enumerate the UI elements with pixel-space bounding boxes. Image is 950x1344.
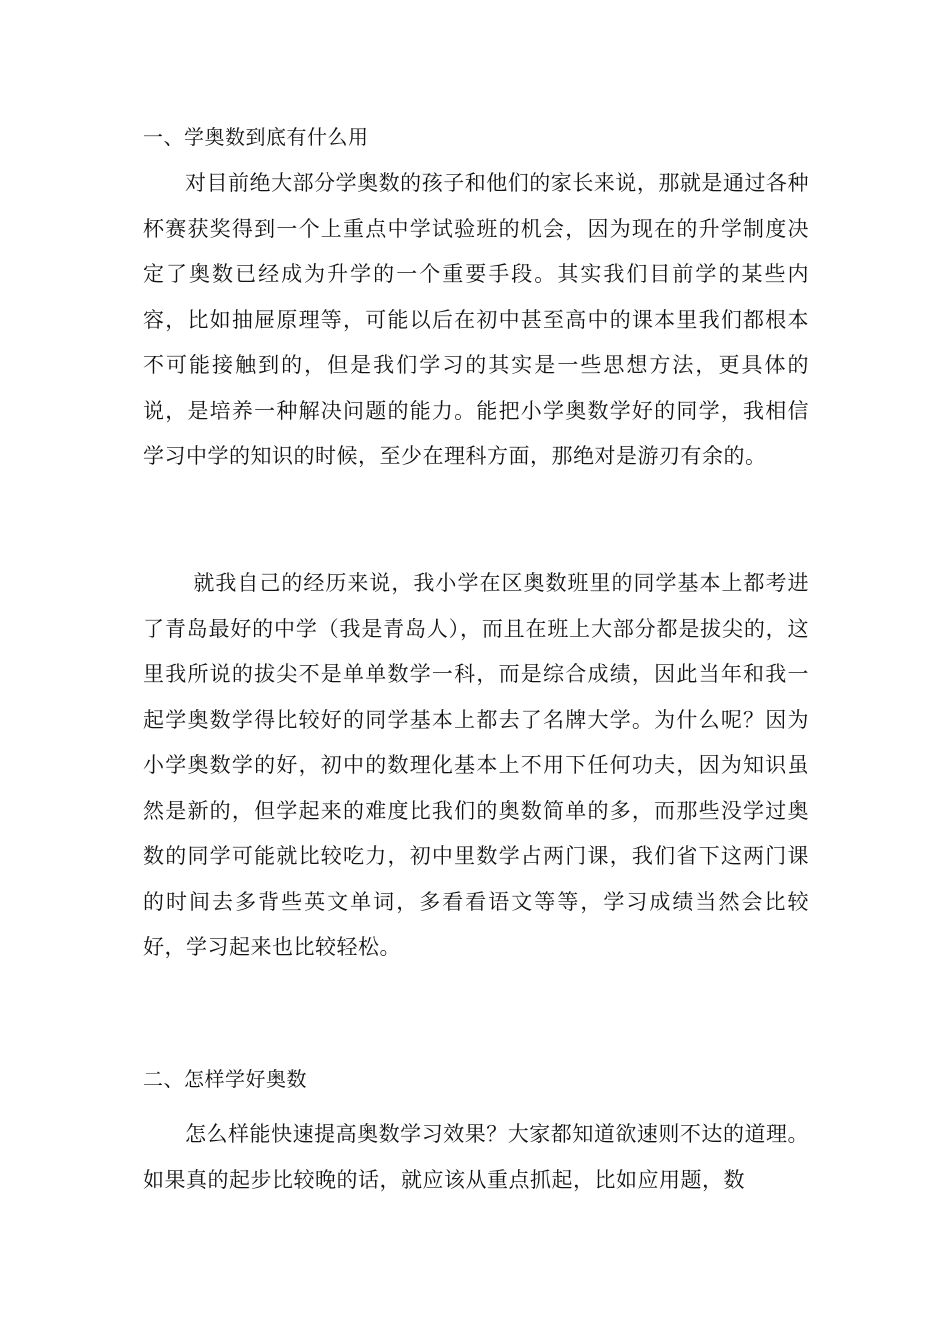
section-1-paragraph-2: 就我自己的经历来说，我小学在区奥数班里的同学基本上都考进了青岛最好的中学（我是青岛人），而且在班上大部分都是拔尖的，这里我所说的拔尖不是单单数学一科，而是综合成绩，因此当年和我一起学奥数学得比较好的同学基本上都去了名牌大学。为什么呢？因为小学奥数学的好，初中的数理化基本上不用下任何功夫，因为知识虽然是新的，但学起来的难度比我们的奥数简单的多，而那些没学过奥数的同学可能就比较吃力，初中里数学占两门课，我们省下这两门课的时间去多背些英文单词，多看看语文等等，学习成绩当然会比较好，学习起来也比较轻松。 [143, 571, 809, 959]
section-1-heading: 一、学奥数到底有什么用 [143, 125, 369, 149]
section-2-paragraph-1: 怎么样能快速提高奥数学习效果？大家都知道欲速则不达的道理。如果真的起步比较晚的话，就应该从重点抓起，比如应用题，数 [143, 1122, 809, 1192]
section-2-heading: 二、怎样学好奥数 [143, 1067, 307, 1091]
section-1-paragraph-1: 对目前绝大部分学奥数的孩子和他们的家长来说，那就是通过各种杯赛获奖得到一个上重点中学试验班的机会，因为现在的升学制度决定了奥数已经成为升学的一个重要手段。其实我们目前学的某些内容，比如抽屉原理等，可能以后在初中甚至高中的课本里我们都根本不可能接触到的，但是我们学习的其实是一些思想方法，更具体的说，是培养一种解决问题的能力。能把小学奥数学好的同学，我相信学习中学的知识的时候，至少在理科方面，那绝对是游刃有余的。 [143, 171, 809, 468]
